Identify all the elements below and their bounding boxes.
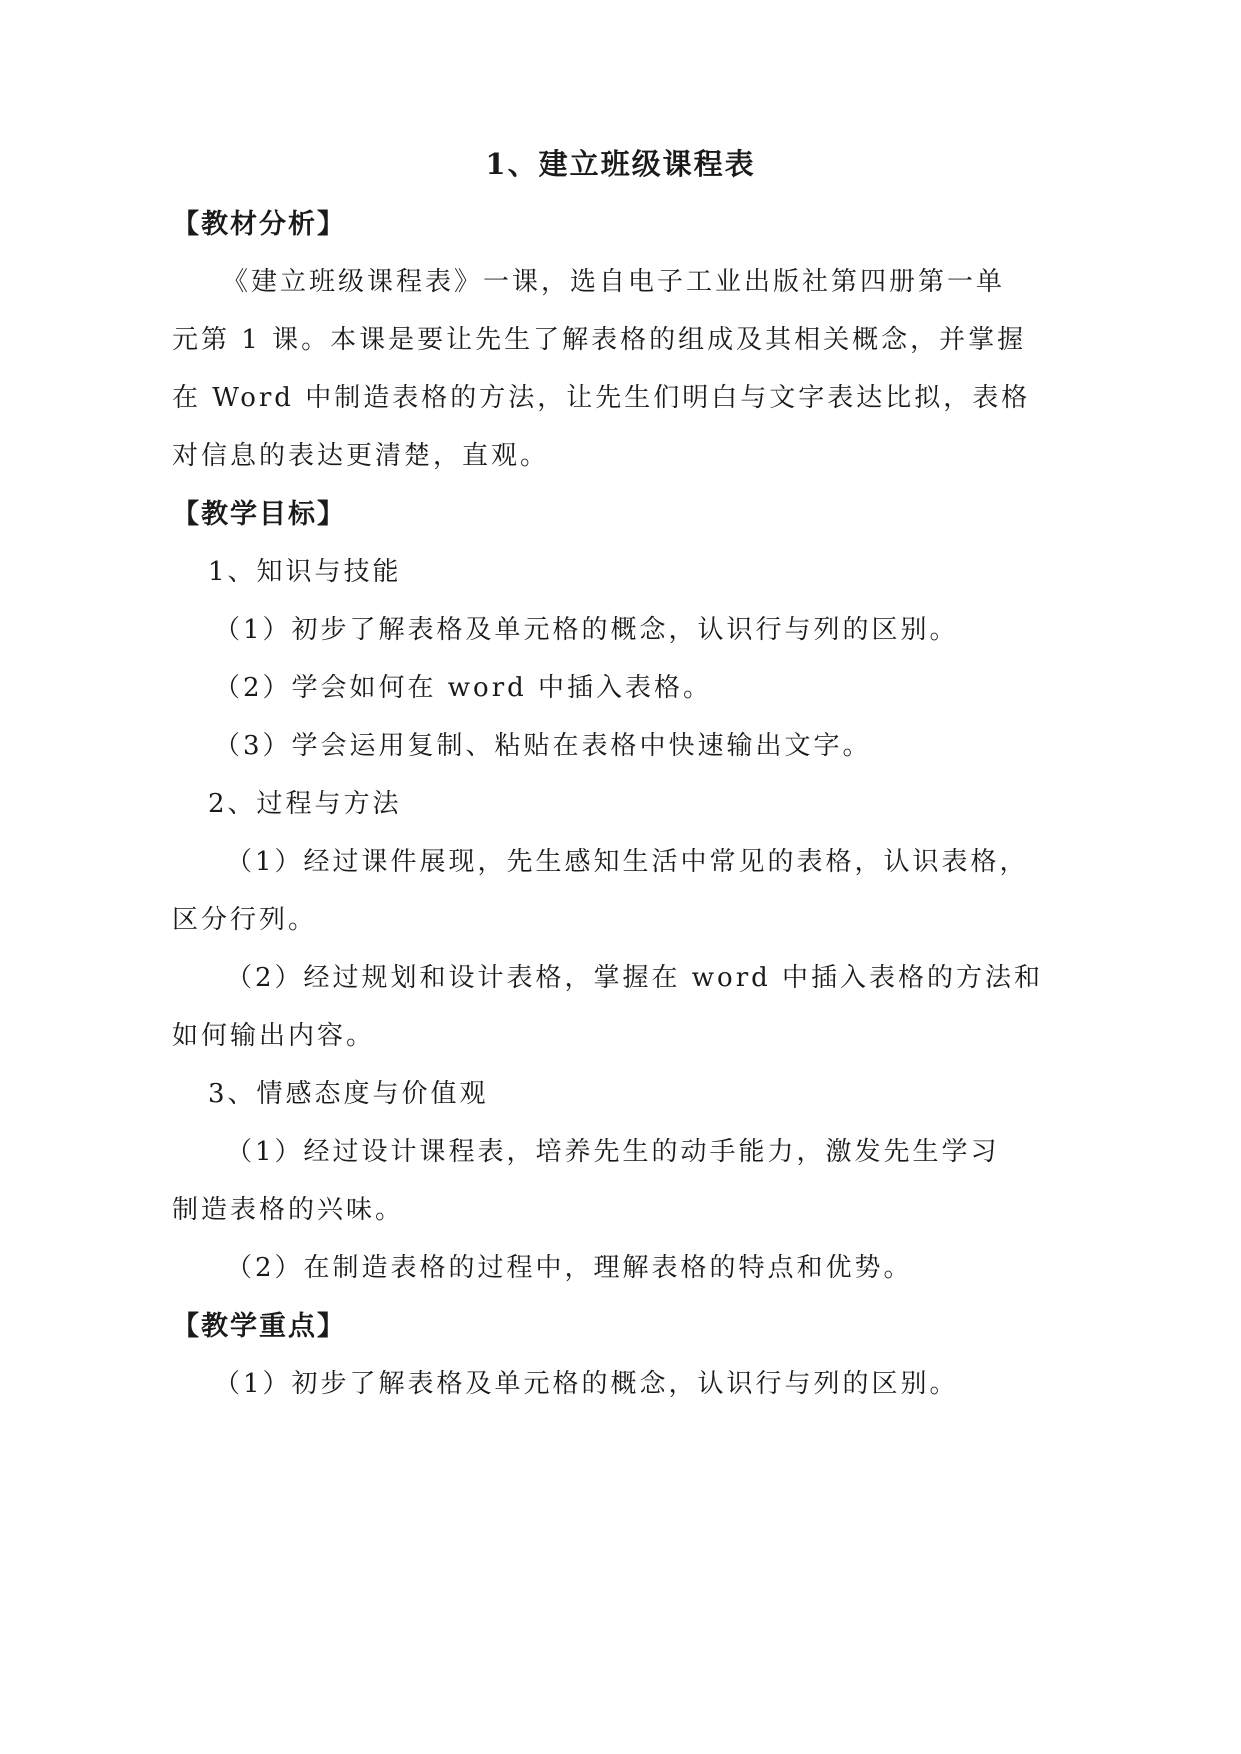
section-heading-analysis: 【教材分析】 [172, 209, 346, 240]
analysis-line-2: 元第 1 课。本课是要让先生了解表格的组成及其相关概念，并掌握 [172, 325, 1027, 355]
page-title: 1、建立班级课程表 [485, 147, 756, 181]
objective-knowledge-item-3: （3）学会运用复制、粘贴在表格中快速输出文字。 [214, 731, 872, 761]
objective-knowledge-item-1: （1）初步了解表格及单元格的概念，认识行与列的区别。 [214, 615, 959, 645]
analysis-line-3: 在 Word 中制造表格的方法，让先生们明白与文字表达比拟，表格 [172, 383, 1031, 413]
keypoint-item-1: （1）初步了解表格及单元格的概念，认识行与列的区别。 [214, 1369, 959, 1399]
objective-process-item-1-line-1: （1）经过课件展现，先生感知生活中常见的表格，认识表格， [226, 847, 1029, 877]
objective-knowledge-item-2: （2）学会如何在 word 中插入表格。 [214, 673, 713, 703]
objective-process-item-1-line-2: 区分行列。 [172, 905, 318, 935]
section-heading-objectives: 【教学目标】 [172, 499, 346, 530]
objective-emotion-item-2-line-1: （2）在制造表格的过程中，理解表格的特点和优势。 [226, 1253, 913, 1283]
analysis-line-1: 《建立班级课程表》一课，选自电子工业出版社第四册第一单 [222, 267, 1006, 297]
objective-process-item-2-line-2: 如何输出内容。 [172, 1021, 376, 1051]
objective-emotion-item-1-line-2: 制造表格的兴味。 [172, 1195, 405, 1225]
section-heading-keypoints: 【教学重点】 [172, 1311, 346, 1342]
objective-emotion-item-1-line-1: （1）经过设计课程表，培养先生的动手能力，激发先生学习 [226, 1137, 1000, 1167]
objective-process-label: 2、过程与方法 [208, 789, 402, 819]
objective-emotion-label: 3、情感态度与价值观 [208, 1079, 489, 1109]
analysis-line-4: 对信息的表达更清楚，直观。 [172, 441, 550, 471]
objective-knowledge-label: 1、知识与技能 [208, 557, 402, 587]
objective-process-item-2-line-1: （2）经过规划和设计表格，掌握在 word 中插入表格的方法和 [226, 963, 1044, 993]
